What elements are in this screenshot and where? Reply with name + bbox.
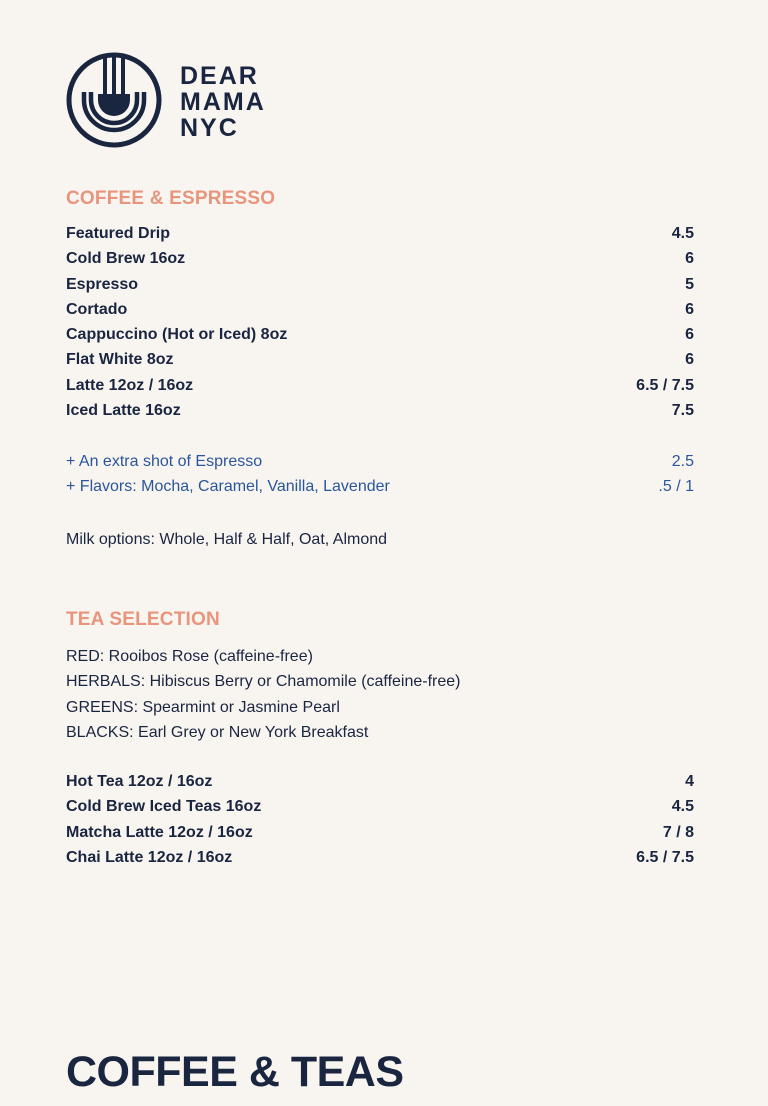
item-price: 6 <box>685 351 694 369</box>
coffee-section-title: COFFEE & ESPRESSO <box>66 188 276 209</box>
item-name: Iced Latte 16oz <box>66 402 181 420</box>
tea-variety-line: HERBALS: Hibiscus Berry or Chamomile (caffeine-free) <box>66 673 461 691</box>
brand-wordmark <box>180 63 266 141</box>
item-price: 6 <box>685 326 694 344</box>
menu-item <box>66 326 694 351</box>
item-name: Espresso <box>66 275 139 293</box>
tea-variety-line: RED: Rooibos Rose (caffeine-free) <box>66 648 313 665</box>
milk-options-note: Milk options: Whole, Half & Half, Oat, Almond <box>66 531 388 548</box>
addon-name: + Flavors: Mocha, Caramel, Vanilla, Lavender <box>66 478 390 496</box>
item-name: Chai Latte 12oz / 16oz <box>66 848 233 866</box>
coffee-cup-logo-icon <box>66 52 162 148</box>
coffee-item-list <box>66 225 694 427</box>
item-price: 6.5 / 7.5 <box>636 848 694 866</box>
item-name: Latte 12oz / 16oz <box>66 376 194 394</box>
tea-variety-line: GREENS: Spearmint or Jasmine Pearl <box>66 698 340 716</box>
brand-line-2: MAMA <box>180 88 266 116</box>
addon-price: 2.5 <box>671 453 694 470</box>
menu-item <box>66 798 694 823</box>
item-price: 4 <box>685 773 694 790</box>
menu-item <box>66 351 694 376</box>
item-price: 7 / 8 <box>662 823 694 841</box>
tea-varieties <box>66 648 461 749</box>
menu-item <box>66 301 694 326</box>
item-name: Cold Brew 16oz <box>66 250 186 268</box>
menu-item <box>66 225 694 250</box>
menu-item <box>66 250 694 275</box>
tea-section-title: TEA SELECTION <box>66 609 220 630</box>
menu-item <box>66 402 694 427</box>
addon-price: .5 / 1 <box>658 478 694 496</box>
item-name: Hot Tea 12oz / 16oz <box>66 773 213 790</box>
item-price: 6.5 / 7.5 <box>636 376 694 394</box>
item-price: 4.5 <box>671 798 694 816</box>
item-name: Cappuccino (Hot or Iced) 8oz <box>66 326 288 344</box>
item-price: 7.5 <box>671 402 694 420</box>
addon-item <box>66 478 694 503</box>
tea-item-list <box>66 773 694 874</box>
tea-variety-line: BLACKS: Earl Grey or New York Breakfast <box>66 723 369 741</box>
coffee-addon-list <box>66 453 694 504</box>
menu-item <box>66 276 694 301</box>
brand-line-3: NYC <box>180 114 239 142</box>
brand-line-1: DEAR <box>180 62 259 90</box>
addon-item <box>66 453 694 478</box>
addon-name: + An extra shot of Espresso <box>66 453 263 470</box>
menu-page-title: COFFEE & TEAS <box>66 1048 404 1096</box>
item-price: 5 <box>685 275 694 293</box>
menu-item <box>66 849 694 874</box>
item-price: 6 <box>685 250 694 268</box>
item-price: 4.5 <box>671 225 694 242</box>
menu-item <box>66 824 694 849</box>
item-name: Cold Brew Iced Teas 16oz <box>66 798 262 816</box>
item-name: Flat White 8oz <box>66 351 174 369</box>
menu-item <box>66 773 694 798</box>
item-price: 6 <box>685 300 694 318</box>
item-name: Matcha Latte 12oz / 16oz <box>66 823 253 841</box>
item-name: Featured Drip <box>66 225 171 242</box>
item-name: Cortado <box>66 300 128 318</box>
brand-logo <box>66 51 298 149</box>
menu-item <box>66 377 694 402</box>
